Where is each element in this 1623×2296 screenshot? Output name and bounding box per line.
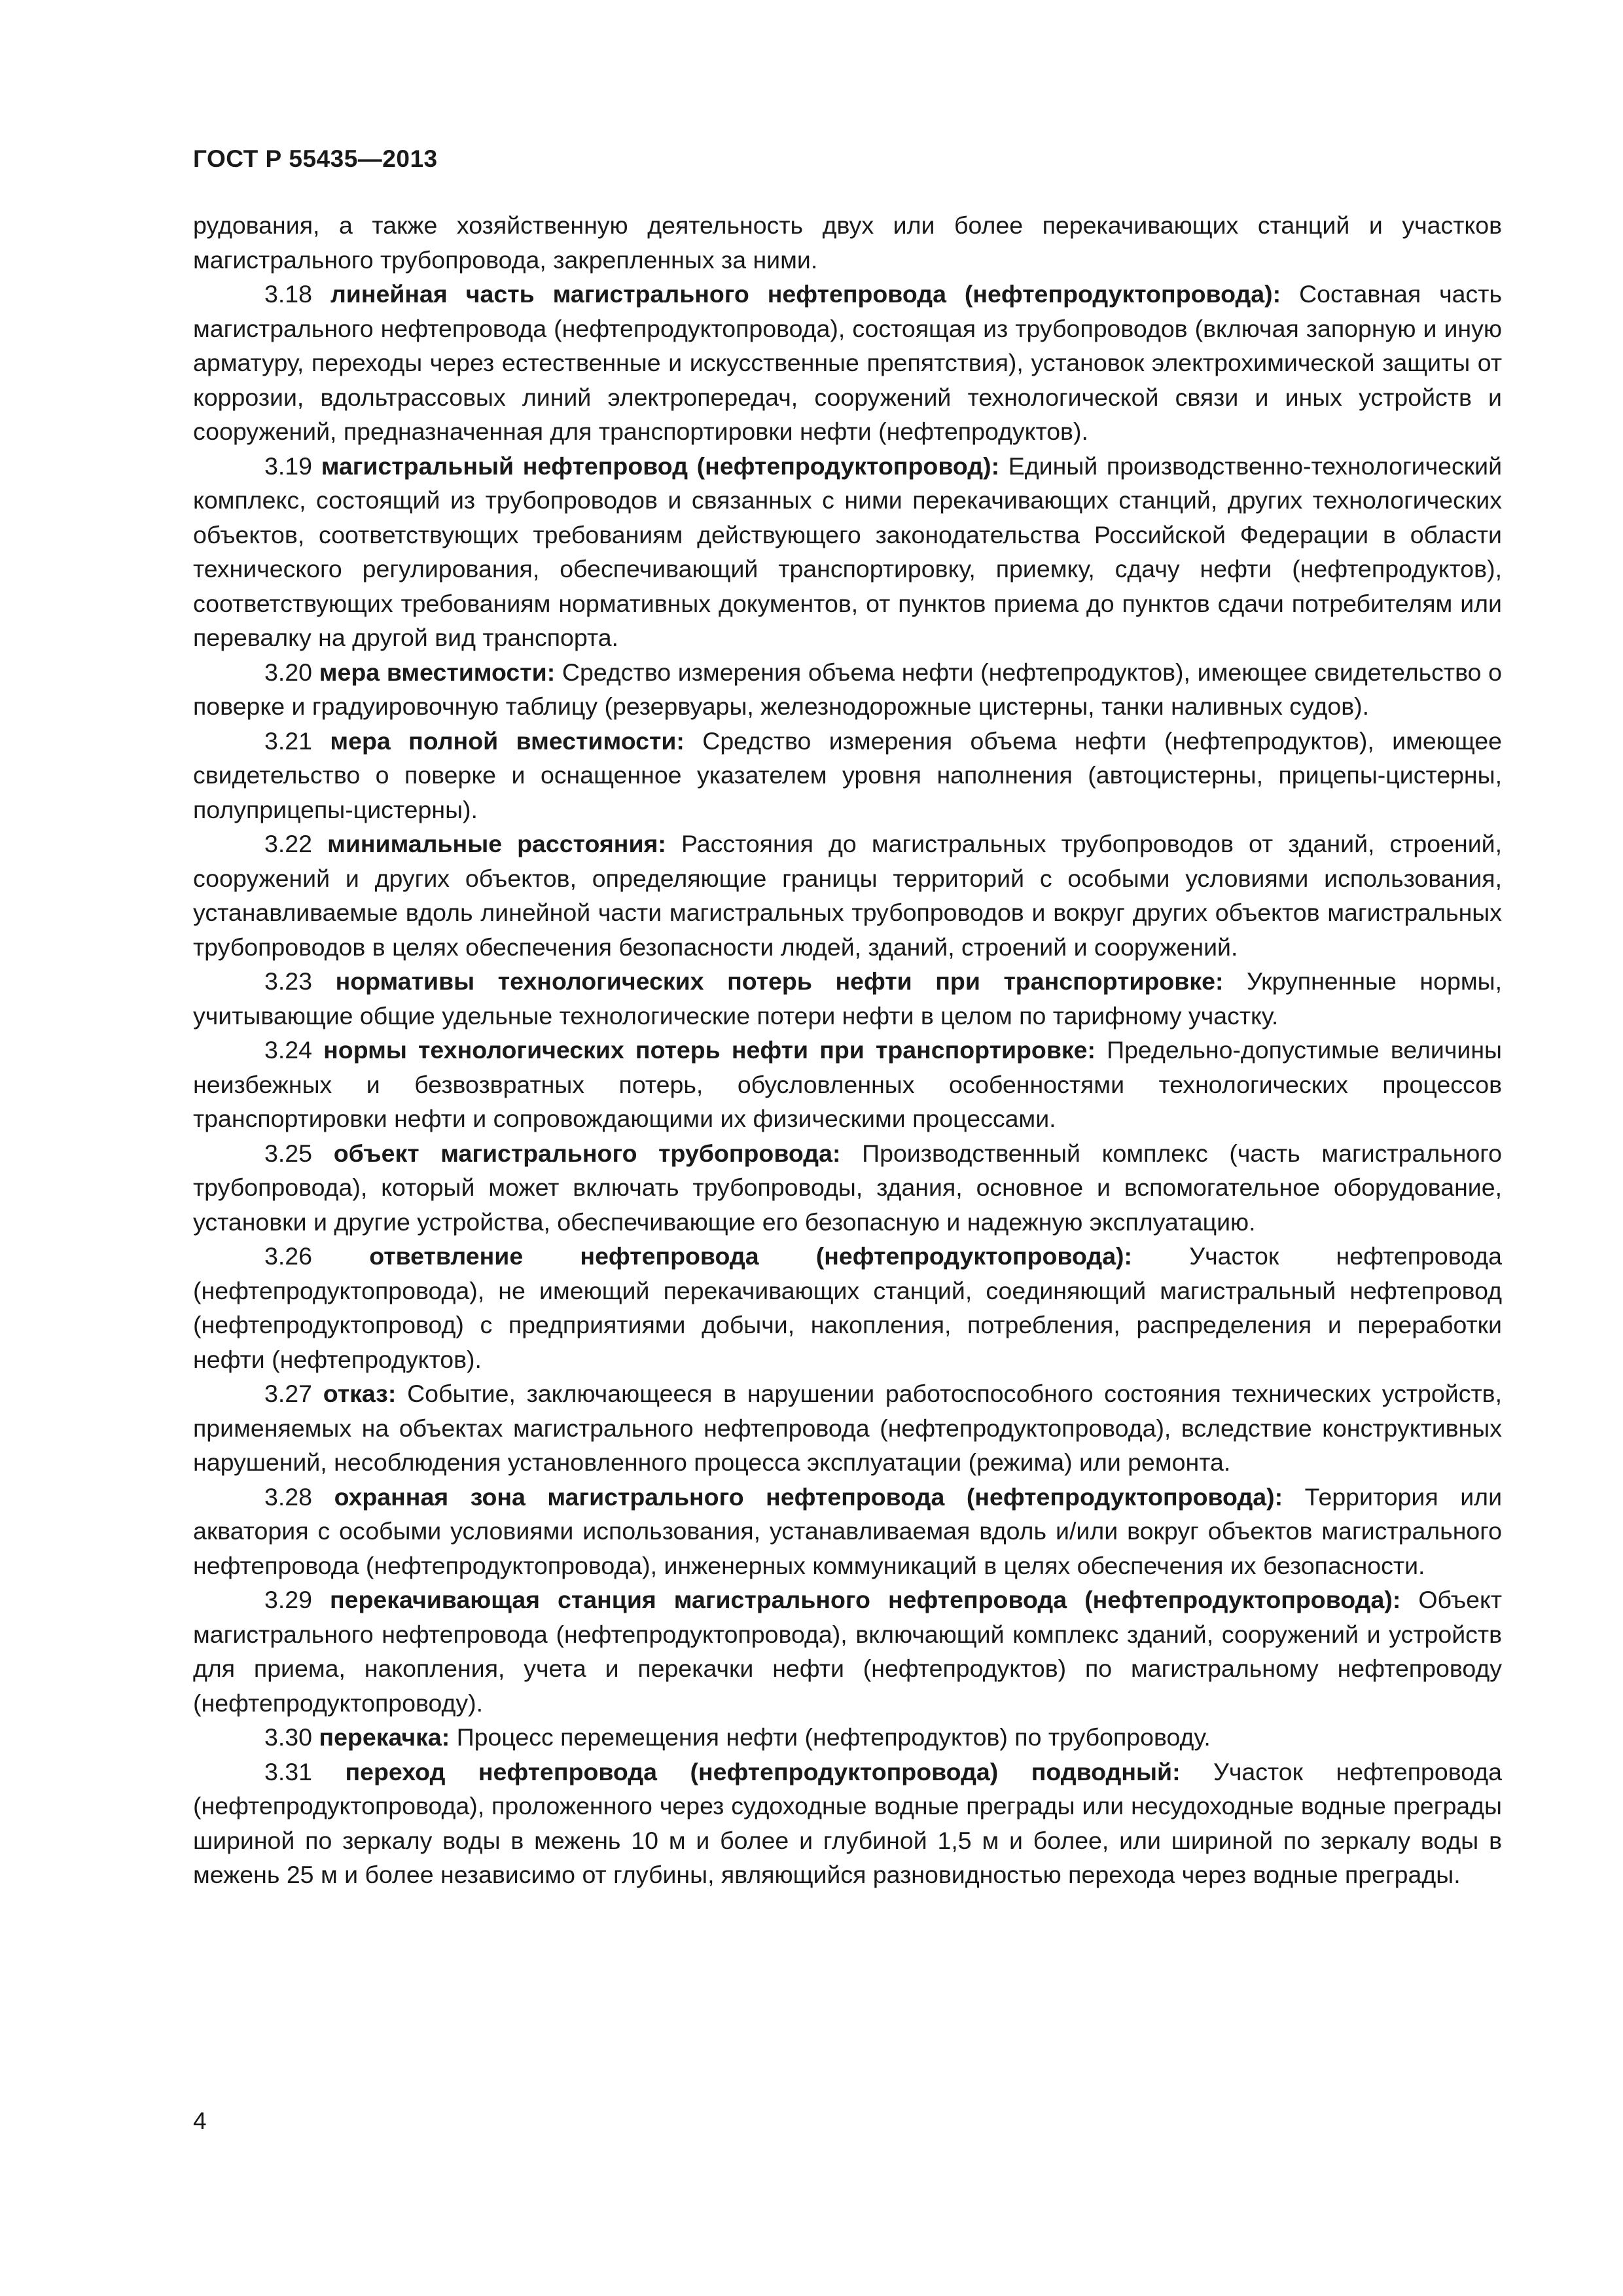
definition-number: 3.24 (264, 1036, 312, 1064)
definition-term: перекачка: (319, 1723, 450, 1751)
definition-3-27 (193, 1376, 1502, 1480)
definition-3-31 (193, 1755, 1502, 1892)
definition-term: переход нефтепровода (нефтепродуктопровода) подводный: (345, 1757, 1181, 1785)
definition-number: 3.18 (264, 280, 312, 308)
definition-3-29 (193, 1583, 1502, 1720)
definition-term: нормативы технологических потерь нефти при транспортировке: (335, 967, 1224, 995)
definition-text: Средство измерения объема нефти (нефтепродуктов), имеющее свидетельство о поверке и оснащенное указателем уровня наполнения (автоцистерны, прицепы-цистерны, полуприцепы-цистерны). (193, 726, 1503, 823)
definition-term: объект магистрального трубопровода: (333, 1139, 841, 1167)
definition-3-18 (193, 277, 1502, 449)
definition-number: 3.22 (264, 830, 312, 857)
definition-number: 3.21 (264, 726, 312, 755)
definition-term: отказ: (323, 1380, 397, 1407)
definition-number: 3.19 (264, 452, 312, 480)
definition-number: 3.31 (264, 1757, 312, 1785)
definition-text: Участок нефтепровода (нефтепродуктопровода), не имеющий перекачивающих станций, соединяющий магистральный нефтепровод (нефтепродуктопровод) с предприятиями добычи, накопления, потребления, распределения и переработки нефти (нефтепродуктов). (193, 1242, 1502, 1373)
definition-text: Составная часть магистрального нефтепровода (нефтепродуктопровода), состоящая из трубопроводов (включая запорную и иную арматуру, переходы через естественные и искусственные препятствия), установок электрохимической защиты от коррозии, вдольтрассовых линий электропередач, сооружений технологической связи и иных устройств и сооружений, предназначенная для транспортировки нефти (нефтепродуктов). (193, 280, 1502, 445)
definition-number: 3.25 (264, 1139, 312, 1167)
definition-3-23 (193, 964, 1502, 1033)
document-code-header: ГОСТ Р 55435—2013 (193, 145, 438, 172)
continuation-paragraph: рудования, а также хозяйственную деятельность двух или более перекачивающих станций и участков магистрального трубопровода, закрепленных за ними. (193, 211, 1502, 274)
definition-number: 3.23 (264, 967, 312, 995)
definition-term: мера полной вместимости: (330, 726, 685, 755)
definition-term: ответвление нефтепровода (нефтепродуктопровода): (369, 1242, 1133, 1270)
definition-3-19 (193, 449, 1502, 655)
definition-text: Процесс перемещения нефти (нефтепродуктов) по трубопроводу. (456, 1723, 1211, 1751)
definition-3-24 (193, 1033, 1502, 1136)
definition-3-30 (193, 1720, 1502, 1755)
definition-term: мера вместимости: (319, 658, 556, 686)
definition-text: Расстояния до магистральных трубопроводов от зданий, строений, сооружений и других объектов, определяющие границы территорий с особыми условиями использования, устанавливаемые вдоль линейной части магистральных трубопроводов и вокруг других объектов магистральных трубопроводов в целях обеспечения безопасности людей, зданий, строений и сооружений. (193, 830, 1503, 961)
definition-3-20 (193, 655, 1502, 724)
definition-number: 3.27 (264, 1380, 312, 1407)
definition-number: 3.20 (264, 658, 312, 686)
definition-text: Объект магистрального нефтепровода (нефтепродуктопровода), включающий комплекс зданий, сооружений и устройств для приема, накопления, учета и перекачки нефти (нефтепродуктов) по магистральному нефтепроводу (нефтепродуктопроводу). (193, 1586, 1503, 1717)
definition-3-22 (193, 827, 1502, 964)
definition-text: Участок нефтепровода (нефтепродуктопровода), проложенного через судоходные водные преграды или несудоходные водные преграды шириной по зеркалу воды в межень 10 м и более и глубиной 1,5 м и более, или шириной по зеркалу воды в межень 25 м и более независимо от глубины, являющийся разновидностью перехода через водные преграды. (193, 1757, 1502, 1888)
definition-term: магистральный нефтепровод (нефтепродуктопровод): (321, 452, 1000, 480)
definition-3-25 (193, 1136, 1502, 1240)
definition-term: перекачивающая станция магистрального нефтепровода (нефтепродуктопровода): (330, 1586, 1401, 1613)
definition-term: охранная зона магистрального нефтепровода (нефтепродуктопровода): (334, 1482, 1283, 1511)
definition-number: 3.28 (264, 1482, 312, 1511)
definition-3-26 (193, 1239, 1502, 1376)
definition-number: 3.26 (264, 1242, 312, 1270)
definition-3-21 (193, 724, 1502, 827)
definition-term: линейная часть магистрального нефтепровода (нефтепродуктопровода): (330, 280, 1281, 308)
definition-term: нормы технологических потерь нефти при транспортировке: (323, 1036, 1096, 1064)
definition-number: 3.29 (264, 1586, 312, 1613)
definition-number: 3.30 (264, 1723, 312, 1751)
definition-term: минимальные расстояния: (327, 830, 666, 857)
definition-text: Единый производственно-технологический комплекс, состоящий из трубопроводов и связанных с ними перекачивающих станций, других технологических объектов, соответствующих требованиям действующего законодательства Российской Федерации в области технического регулирования, обеспечивающий транспортировку, приемку, сдачу нефти (нефтепродуктов), соответствующих требованиям нормативных документов, от пунктов приема до пунктов сдачи потребителям или перевалку на другой вид транспорта. (193, 452, 1503, 651)
page-content (193, 208, 1502, 1892)
definition-text: Событие, заключающееся в нарушении работоспособного состояния технических устройств, применяемых на объектах магистрального нефтепровода (нефтепродуктопровода), вследствие конструктивных нарушений, несоблюдения установленного процесса эксплуатации (режима) или ремонта. (193, 1380, 1502, 1476)
page-number: 4 (193, 2108, 207, 2134)
definition-3-28 (193, 1480, 1502, 1583)
definition-text: Территория или акватория с особыми условиями использования, устанавливаемая вдоль и/или вокруг объектов магистрального нефтепровода (нефтепродуктопровода), инженерных коммуникаций в целях обеспечения их безопасности. (193, 1482, 1503, 1579)
definition-text: Предельно-допустимые величины неизбежных и безвозвратных потерь, обусловленных особенностями технологических процессов транспортировки нефти и сопровождающими их физическими процессами. (193, 1036, 1502, 1132)
definition-text: Производственный комплекс (часть магистрального трубопровода), который может включать трубопроводы, здания, основное и вспомогательное оборудование, установки и другие устройства, обеспечивающие его безопасную и надежную эксплуатацию. (193, 1139, 1503, 1236)
definition-text: Средство измерения объема нефти (нефтепродуктов), имеющее свидетельство о поверке и градуировочную таблицу (резервуары, железнодорожные цистерны, танки наливных судов). (193, 658, 1503, 720)
definition-text: Укрупненные нормы, учитывающие общие удельные технологические потери нефти в целом по тарифному участку. (193, 967, 1503, 1030)
